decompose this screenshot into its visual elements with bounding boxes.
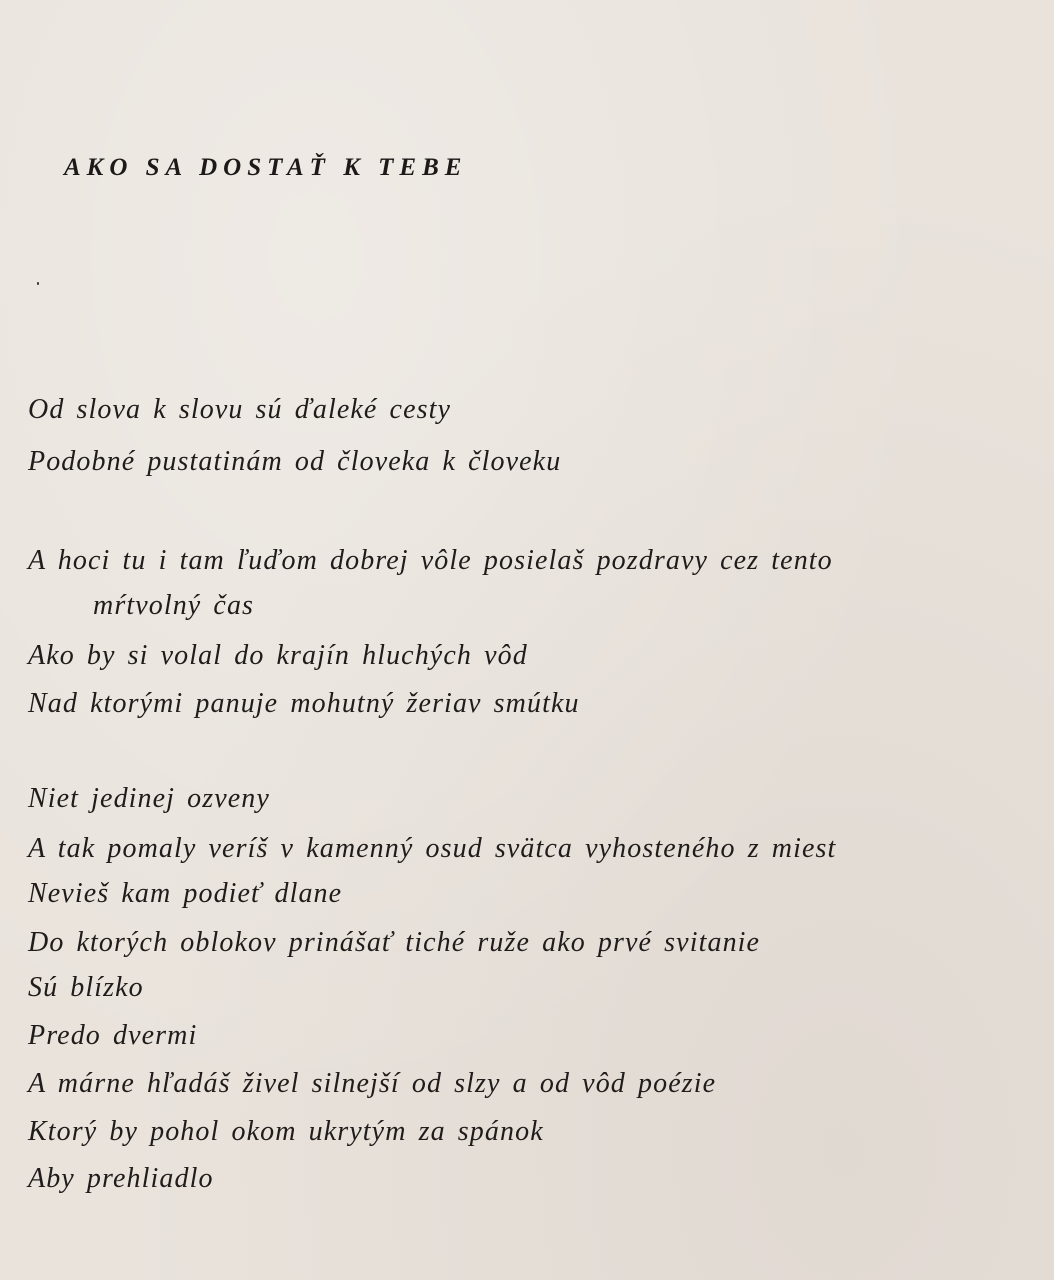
poem-line: Predo dvermi <box>28 1020 198 1051</box>
poem-line: Nad ktorými panuje mohutný žeriav smútku <box>28 688 580 719</box>
poem-line: Sú blízko <box>28 972 144 1003</box>
poem-line: Podobné pustatinám od človeka k človeku <box>28 446 562 477</box>
poem-line: Nevieš kam podieť dlane <box>28 878 343 909</box>
poem-line: Do ktorých oblokov prinášať tiché ruže ako prvé svitanie <box>28 927 761 958</box>
poem-line: A hoci tu i tam ľuďom dobrej vôle posielaš pozdravy cez tento <box>28 545 833 576</box>
poem-line: A márne hľadáš živel silnejší od slzy a od vôd poézie <box>28 1068 717 1099</box>
poem-line: A tak pomaly veríš v kamenný osud svätca vyhosteného z miest <box>28 833 837 864</box>
poem-line-continuation: mŕtvolný čas <box>93 590 255 621</box>
poem-title: AKO SA DOSTAŤ K TEBE <box>64 154 468 181</box>
poem-line: Ktorý by pohol okom ukrytým za spánok <box>28 1116 544 1147</box>
poem-line: Niet jedinej ozveny <box>28 783 270 814</box>
poem-line: Od slova k slovu sú ďaleké cesty <box>28 394 452 425</box>
ink-speck <box>37 282 39 285</box>
poem-line: Ako by si volal do krajín hluchých vôd <box>28 640 528 671</box>
poem-line: Aby prehliadlo <box>28 1163 214 1194</box>
